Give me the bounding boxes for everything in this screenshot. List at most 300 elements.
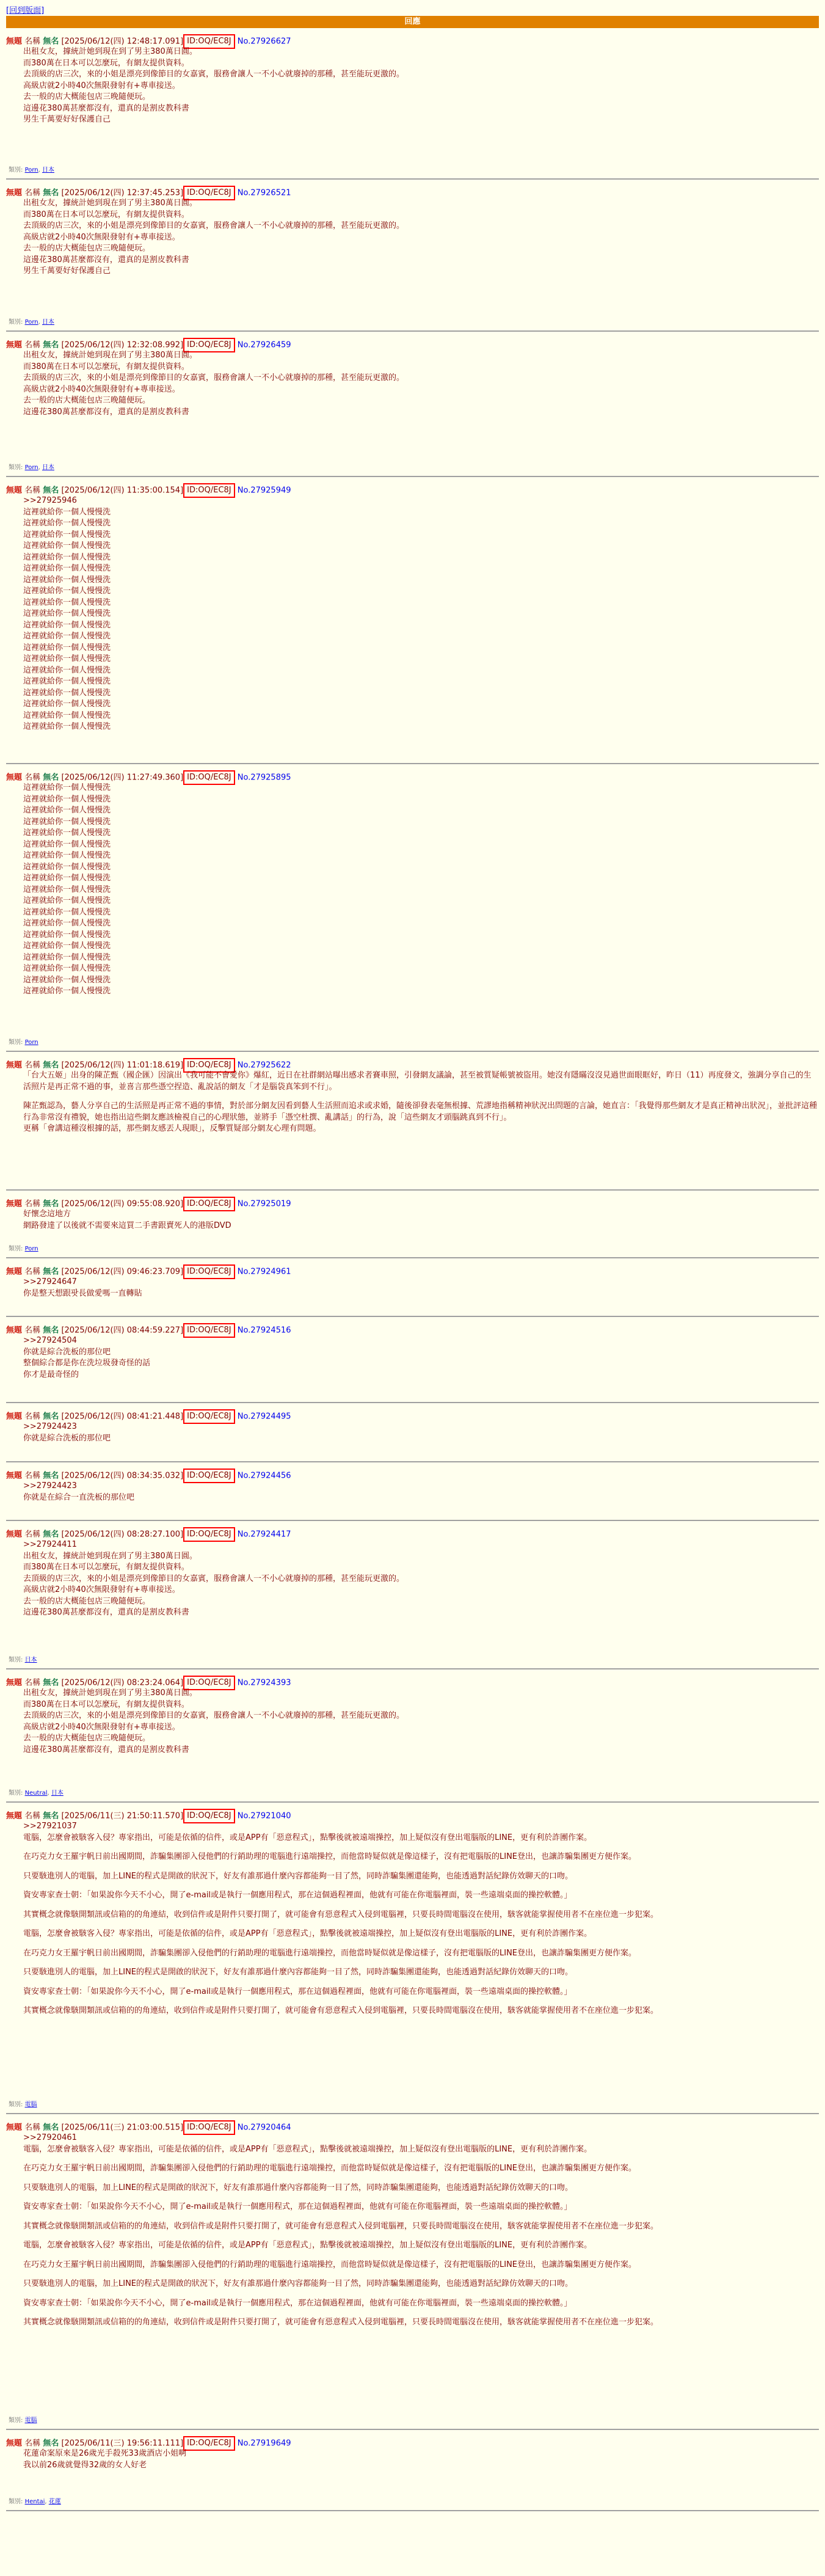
post-line: >>27924647 [23, 1277, 77, 1286]
post [6, 1462, 819, 1521]
category-label: 類別: [9, 464, 23, 471]
poster-id[interactable]: ID:OQ/EC8J [183, 1264, 234, 1279]
poster-id[interactable]: ID:OQ/EC8J [183, 34, 234, 49]
post-line: 去一般的店大概能包店三晚隨便玩。 [23, 92, 151, 101]
post [6, 1803, 819, 2114]
post [6, 1258, 819, 1317]
post-categories [9, 2415, 37, 2424]
post-datetime: [2025/06/12(四) 09:46:23.709] [61, 1267, 184, 1277]
category-label: 類別: [9, 167, 23, 173]
poster-name: 無名 [43, 773, 59, 783]
post-line: 資安專家查士朝：「如果說你今天不小心，開了e-mail或是執行一個應用程式，那在這個過程裡面，他就有可能在你電腦裡面，裝一些遠端桌面的操控軟體。」 [23, 1987, 572, 1996]
post-line: 你就是綜合洗板的那位吧 [23, 1347, 111, 1357]
back-to-board-link[interactable]: [回到版面] [6, 6, 45, 15]
paragraph-gap [23, 1998, 819, 2005]
post-line: 在巧克力女王羅宇帆日前出國期間，詐騙集團卻入侵他們的行銷助理的電腦進行遠端操控，而他當時疑似就是像這樣子，沒有把電腦版的LINE登出，也讓詐騙集團更方便作案。 [23, 2260, 637, 2269]
post-line: 陳芷甄認為，藝人分享自己的生活照是再正常不過的事情，對於部分網友因看到藝人生活照而追求或求婚，隨後卻發表毫無根據、荒謬地指稱精神狀況出問題的言論，她直言：「我覺得那些網友才是真正精神出狀況」，並批評這種行為非常沒有禮貌，她也指出這些網友應該檢視自己的心理狀態，並將手「憑空杜撰、亂講話」的行為，說「這些網友才頭腦跳真到不行」。 [23, 1101, 818, 1122]
category-link[interactable]: 日本 [42, 319, 54, 326]
post-body [6, 1209, 819, 1231]
poster-name: 無名 [43, 1199, 59, 1209]
category-link[interactable]: Porn [24, 167, 38, 173]
post-datetime: [2025/06/12(四) 08:44:59.227] [61, 1326, 184, 1335]
post-header [6, 1191, 819, 1209]
post [6, 332, 819, 477]
post-line: 這裡就給你一個人慢慢洗 [23, 839, 111, 849]
post-line: 這裡就給你一個人慢慢洗 [23, 783, 111, 792]
post-line: 高級店就2小時40次無限發射有+專車接送。 [23, 384, 180, 394]
post-header [6, 28, 819, 46]
post-line: >>27920461 [23, 2133, 77, 2142]
poster-name: 無名 [43, 1530, 59, 1539]
post-datetime: [2025/06/12(四) 08:34:35.032] [61, 1471, 184, 1481]
post-categories [9, 1654, 37, 1663]
category-label: 類別: [9, 319, 23, 326]
post-categories: 類別: Porn, 日本 [9, 167, 54, 173]
post [6, 180, 819, 332]
post-line: 這邊花380萬甚麼都沒有，還真的是割皮教科書 [23, 255, 189, 265]
poster-name: 無名 [43, 1267, 59, 1277]
post-line: 這邊花380萬甚麼都沒有，還真的是割皮教科書 [23, 407, 189, 417]
post-line: 這裡就給你一個人慢慢洗 [23, 885, 111, 894]
post-header [6, 477, 819, 495]
post-line: 這裡就給你一個人慢慢洗 [23, 710, 111, 720]
post-line: 這裡就給你一個人慢慢洗 [23, 907, 111, 917]
poster-name: 無名 [43, 1412, 59, 1421]
post-header [6, 1521, 819, 1539]
post [6, 1052, 819, 1191]
post-line: 在巧克力女王羅宇帆日前出國期間，詐騙集團卻入侵他們的行銷助理的電腦進行遠端操控，而他當時疑似就是像這樣子，沒有把電腦版的LINE登出，也讓詐騙集團更方便作案。 [23, 2164, 637, 2173]
post-number-link[interactable]: No.27924495 [237, 1412, 291, 1421]
post-line: 高級店就2小時40次無限發射有+專車接送。 [23, 1722, 180, 1732]
post-line: 這裡就給你一個人慢慢洗 [23, 975, 111, 985]
poster-name: 無名 [43, 340, 59, 350]
post-header [6, 2114, 819, 2133]
post-body [6, 1070, 819, 1135]
post-datetime: [2025/06/11(三) 21:03:00.515] [61, 2123, 184, 2133]
post-title: 無題 [6, 486, 23, 495]
post [6, 28, 819, 180]
post-line: 去一般的店大概能包店三晚隨便玩。 [23, 244, 151, 253]
post-header [6, 1803, 819, 1821]
post-body [6, 1277, 819, 1299]
post-body [6, 2133, 819, 2329]
post-line: >>27924504 [23, 1336, 77, 1345]
post-line: 花蓮命案原來是26歲光手殺死33歲酒店小姐啊 [23, 2449, 187, 2458]
category-link[interactable]: 花蓮 [48, 2498, 61, 2505]
poster-id[interactable]: ID:OQ/EC8J [183, 1676, 234, 1690]
post-line: 資安專家查士朝：「如果說你今天不小心，開了e-mail或是執行一個應用程式，那在這個過程裡面，他就有可能在你電腦裡面，裝一些遠端桌面的操控軟體。」 [23, 1891, 572, 1900]
post [6, 764, 819, 1052]
paragraph-gap [23, 1863, 819, 1871]
post-line: 你就是綜合洗板的那位吧 [23, 1433, 111, 1443]
poster-name: 無名 [43, 1811, 59, 1821]
post-line: 這裡就給你一個人慢慢洗 [23, 575, 111, 585]
post-line: 這裡就給你一個人慢慢洗 [23, 896, 111, 905]
post-line: 這裡就給你一個人慢慢洗 [23, 632, 111, 641]
name-label: 名稱 [24, 2439, 41, 2448]
post-line: 這裡就給你一個人慢慢洗 [23, 828, 111, 837]
post-header [6, 2430, 819, 2448]
post-line: 其實概念就像駭開類訊或信箱的的角連結，收到信件或是附件只要打開了，就可能會有惡意程式入侵到電腦裡，只要長時間電腦沒在使用，駭客就能掌握使用者不在座位進一步犯案。 [23, 1910, 659, 1919]
post-title: 無題 [6, 1678, 23, 1688]
post-header [6, 332, 819, 350]
name-label: 名稱 [24, 1530, 41, 1539]
post-line: 高級店就2小時40次無限發射有+專車接送。 [23, 232, 180, 242]
post-categories [9, 1243, 38, 1252]
thread-list [6, 28, 819, 2511]
poster-id[interactable]: ID:OQ/EC8J [183, 338, 234, 352]
name-label: 名稱 [24, 773, 41, 783]
name-label: 名稱 [24, 1811, 41, 1821]
post-title: 無題 [6, 1326, 23, 1335]
post-line: 這裡就給你一個人慢慢洗 [23, 806, 111, 815]
category-label: 類別: [9, 1657, 23, 1663]
paragraph-gap [23, 2175, 819, 2183]
post-datetime: [2025/06/12(四) 11:01:18.619] [61, 1060, 184, 1070]
post-body [6, 2448, 819, 2471]
poster-id[interactable]: ID:OQ/EC8J [183, 1527, 234, 1542]
post-line: 去頂級的店三次，來的小姐是漂亮到像節目的女嘉賓，服務會讓人一不小心就廢掉的那種，甚至能玩更激的。 [23, 1711, 405, 1720]
post-datetime: [2025/06/12(四) 09:55:08.920] [61, 1199, 184, 1209]
name-label: 名稱 [24, 1412, 41, 1421]
post-title: 無題 [6, 1811, 23, 1821]
paragraph-gap [23, 2271, 819, 2279]
post-datetime: [2025/06/12(四) 08:23:24.064] [61, 1678, 184, 1688]
post-title: 無題 [6, 340, 23, 350]
post-line: 資安專家查士朝：「如果說你今天不小心，開了e-mail或是執行一個應用程式，那在這個過程裡面，他就有可能在你電腦裡面，裝一些遠端桌面的操控軟體。」 [23, 2298, 572, 2308]
post-title: 無題 [6, 2123, 23, 2133]
poster-id[interactable]: ID:OQ/EC8J [183, 1058, 234, 1073]
post-title: 無題 [6, 1060, 23, 1070]
post-header [6, 764, 819, 783]
post-line: 去頂級的店三次，來的小姐是漂亮到像節目的女嘉賓，服務會讓人一不小心就廢掉的那種，甚至能玩更激的。 [23, 1574, 405, 1583]
post-line: 好懷念這地方 [23, 1210, 71, 1219]
post-categories: 類別: Porn, 日本 [9, 319, 54, 326]
poster-id[interactable]: ID:OQ/EC8J [183, 1469, 234, 1483]
paragraph-gap [23, 2252, 819, 2260]
post-line: 這裡就給你一個人慢慢洗 [23, 564, 111, 573]
poster-name: 無名 [43, 1326, 59, 1335]
name-label: 名稱 [24, 1678, 41, 1688]
poster-name: 無名 [43, 1060, 59, 1070]
post-line: 只要駭進別人的電腦，加上LINE的程式是開啟的狀況下，好友有誰那過什麼內容都能夠一目了然，同時詐騙集團還能夠，也能透過對話紀錄仿效聊天的口吻。 [23, 1871, 573, 1881]
category-label: 類別: [9, 2498, 23, 2505]
post-header [6, 180, 819, 198]
post-number-link[interactable]: No.27926627 [237, 37, 291, 46]
category-label: 類別: [9, 1039, 23, 1046]
post-title: 無題 [6, 1199, 23, 1209]
post-line: 在巧克力女王羅宇帆日前出國期間，詐騙集團卻入侵他們的行銷助理的電腦進行遠端操控，而他當時疑似就是像這樣子，沒有把電腦版的LINE登出，也讓詐騙集團更方便作案。 [23, 1948, 637, 1958]
paragraph-gap [23, 2213, 819, 2221]
post-line: 而380萬在日本可以怎麼玩，有網友提供資料。 [23, 1699, 189, 1709]
paragraph-gap [23, 2309, 819, 2317]
category-link[interactable]: Porn [24, 1039, 38, 1046]
name-label: 名稱 [24, 1199, 41, 1209]
category-link[interactable]: 日本 [51, 1790, 64, 1797]
category-link[interactable]: Porn [24, 319, 38, 326]
paragraph-gap [23, 1902, 819, 1910]
post [6, 1317, 819, 1403]
poster-name: 無名 [43, 1678, 59, 1688]
post-header [6, 1403, 819, 1421]
post-line: >>27924423 [23, 1481, 77, 1491]
category-link[interactable]: 日本 [24, 1657, 37, 1663]
post-line: 而380萬在日本可以怎麼玩，有網友提供資料。 [23, 362, 189, 371]
post-title: 無題 [6, 1267, 23, 1277]
poster-id[interactable]: ID:OQ/EC8J [183, 770, 234, 785]
post-title: 無題 [6, 37, 23, 46]
name-label: 名稱 [24, 1060, 41, 1070]
category-link[interactable]: Porn [24, 464, 38, 471]
top-nav [0, 0, 825, 16]
post-number-link[interactable]: No.27925019 [237, 1199, 291, 1209]
poster-id[interactable]: ID:OQ/EC8J [183, 186, 234, 200]
post-line: 其實概念就像駭開類訊或信箱的的角連結，收到信件或是附件只要打開了，就可能會有惡意程式入侵到電腦裡，只要長時間電腦沒在使用，駭客就能掌握使用者不在座位進一步犯案。 [23, 2006, 659, 2015]
post-datetime: [2025/06/12(四) 12:32:08.992] [61, 340, 184, 350]
post [6, 2430, 819, 2511]
post-title: 無題 [6, 2439, 23, 2448]
post-body [6, 783, 819, 998]
category-link[interactable]: 日本 [42, 464, 54, 471]
post-number-link[interactable]: No.27924393 [237, 1678, 291, 1688]
post-line: 電腦，怎麼會被駭客入侵？專家指出，可能是依循的信件，或是APP有「惡意程式」，點擊後就被遠端操控，加上疑似沒有登出電腦版的LINE，更有利於詐團作案。 [23, 2144, 592, 2154]
post-body [6, 350, 819, 418]
category-label: 類別: [9, 1246, 23, 1252]
post-line: 出租女友，據統計她到現在到了男主380萬日圓。 [23, 1551, 197, 1561]
post-datetime: [2025/06/12(四) 11:27:49.360] [61, 773, 184, 783]
post-line: 這裡就給你一個人慢慢洗 [23, 964, 111, 973]
post-line: >>27924411 [23, 1540, 77, 1549]
poster-id[interactable]: ID:OQ/EC8J [183, 483, 234, 498]
poster-name: 無名 [43, 2439, 59, 2448]
post-line: 去一般的店大概能包店三晚隨便玩。 [23, 1734, 151, 1743]
name-label: 名稱 [24, 340, 41, 350]
paragraph-gap [23, 2232, 819, 2240]
category-label: 類別: [9, 1790, 23, 1797]
post-line: 這裡就給你一個人慢慢洗 [23, 817, 111, 826]
post-body [6, 1539, 819, 1619]
poster-name: 無名 [43, 1471, 59, 1481]
paragraph-gap [23, 1979, 819, 1987]
poster-id[interactable]: ID:OQ/EC8J [183, 2120, 234, 2135]
poster-name: 無名 [43, 37, 59, 46]
post-number-link[interactable]: No.27925622 [237, 1060, 291, 1070]
poster-name: 無名 [43, 486, 59, 495]
post-line: 這裡就給你一個人慢慢洗 [23, 794, 111, 804]
post-line: 在巧克力女王羅宇帆日前出國期間，詐騙集團卻入侵他們的行銷助理的電腦進行遠端操控，而他當時疑似就是像這樣子，沒有把電腦版的LINE登出，也讓詐騙集團更方便作案。 [23, 1852, 637, 1861]
post-line: 這裡就給你一個人慢慢洗 [23, 620, 111, 630]
name-label: 名稱 [24, 1326, 41, 1335]
post-line: 這裡就給你一個人慢慢洗 [23, 987, 111, 996]
post-line: 這裡就給你一個人慢慢洗 [23, 862, 111, 872]
post-line: 你才是最奇怪的 [23, 1370, 79, 1379]
post-line: 而380萬在日本可以怎麼玩，有網友提供資料。 [23, 58, 189, 68]
post-line: 你就是在綜合一直洗板的那位吧 [23, 1492, 135, 1502]
post-datetime: [2025/06/12(四) 08:28:27.100] [61, 1530, 184, 1539]
post-line: 電腦，怎麼會被駭客入侵？專家指出，可能是依循的信件，或是APP有「惡意程式」，點擊後就被遠端操控，加上疑似沒有登出電腦版的LINE，更有利於詐團作案。 [23, 1833, 592, 1842]
post-body [6, 1688, 819, 1756]
poster-id[interactable]: ID:OQ/EC8J [183, 1197, 234, 1211]
post-line: 只要駭進別人的電腦，加上LINE的程式是開啟的狀況下，好友有誰那過什麼內容都能夠一目了然，同時詐騙集團還能夠，也能透過對話紀錄仿效聊天的口吻。 [23, 2279, 573, 2288]
post-body [6, 198, 819, 277]
post-header [6, 1258, 819, 1277]
post-line: 男生千萬要好好保護自己 [23, 115, 111, 124]
poster-id[interactable]: ID:OQ/EC8J [183, 1409, 234, 1424]
post-line: 高級店就2小時40次無限發射有+專車接送。 [23, 81, 180, 90]
post-line: 網路發達了以後就不需要來這買二手書跟賣死人的港版DVD [23, 1220, 231, 1230]
post-line: 去一般的店大概能包店三晚隨便玩。 [23, 396, 151, 405]
post-line: 而380萬在日本可以怎麼玩，有網友提供資料。 [23, 1563, 189, 1572]
post-line: 其實概念就像駭開類訊或信箱的的角連結，收到信件或是附件只要打開了，就可能會有惡意程式入侵到電腦裡，只要長時間電腦沒在使用，駭客就能掌握使用者不在座位進一步犯案。 [23, 2318, 659, 2327]
post-number-link[interactable]: No.27921040 [237, 1811, 291, 1821]
post-line: 這裡就給你一個人慢慢洗 [23, 952, 111, 962]
post-line: 而380萬在日本可以怎麼玩，有網友提供資料。 [23, 210, 189, 219]
post-line: 這邊花380萬甚麼都沒有，還真的是割皮教科書 [23, 103, 189, 113]
poster-id[interactable]: ID:OQ/EC8J [183, 1809, 234, 1823]
category-link[interactable]: Neutral [24, 1790, 48, 1797]
post-categories: 類別: Neutral, 日本 [9, 1790, 64, 1797]
post-datetime: [2025/06/12(四) 11:35:00.154] [61, 486, 184, 495]
poster-name: 無名 [43, 188, 59, 198]
post-number-link[interactable]: No.27924961 [237, 1267, 291, 1277]
category-label: 類別: [9, 2417, 23, 2424]
post [6, 1521, 819, 1669]
post-line: 去一般的店大概能包店三晚隨便玩。 [23, 1596, 151, 1606]
paragraph-gap [23, 1940, 819, 1948]
post-datetime: [2025/06/11(三) 19:56:11.111] [61, 2439, 184, 2448]
post-line: 這裡就給你一個人慢慢洗 [23, 507, 111, 517]
post-line: 這裡就給你一個人慢慢洗 [23, 654, 111, 663]
post-header [6, 1317, 819, 1335]
post-line: 這裡就給你一個人慢慢洗 [23, 541, 111, 550]
post-line: 這裡就給你一個人慢慢洗 [23, 851, 111, 860]
post-body [6, 1335, 819, 1381]
post-line: 高級店就2小時40次無限發射有+專車接送。 [23, 1585, 180, 1594]
post-line: 這裡就給你一個人慢慢洗 [23, 530, 111, 539]
post-line: >>27925946 [23, 496, 77, 505]
post-number-link[interactable]: No.27919649 [237, 2439, 291, 2448]
post [6, 1403, 819, 1462]
post-line: 整個綜合都是你在洗垃圾發奇怪的話 [23, 1359, 151, 1368]
post-line: 這邊花380萬甚麼都沒有，還真的是割皮教科書 [23, 1745, 189, 1754]
post-line: 你是整天想跟팟長做愛嗎一直轉貼 [23, 1288, 142, 1298]
name-label: 名稱 [24, 37, 41, 46]
category-link[interactable]: Porn [24, 1246, 38, 1252]
post-datetime: [2025/06/12(四) 12:37:45.253] [61, 188, 184, 198]
category-link[interactable]: Hentai [24, 2498, 45, 2505]
post-number-link[interactable]: No.27924456 [237, 1471, 291, 1481]
post-line: 出租女友，據統計她到現在到了男主380萬日圓。 [23, 351, 197, 360]
post-body [6, 46, 819, 126]
name-label: 名稱 [24, 188, 41, 198]
post-line: 去頂級的店三次，來的小姐是漂亮到像節目的女嘉賓，服務會讓人一不小心就廢掉的那種，甚至能玩更激的。 [23, 373, 405, 382]
post-line: 資安專家查士朝：「如果說你今天不小心，開了e-mail或是執行一個應用程式，那在這個過程裡面，他就有可能在你電腦裡面，裝一些遠端桌面的操控軟體。」 [23, 2202, 572, 2211]
post [6, 1669, 819, 1803]
post-title: 無題 [6, 1530, 23, 1539]
post-line: 這裡就給你一個人慢慢洗 [23, 643, 111, 652]
name-label: 名稱 [24, 1267, 41, 1277]
post-categories [9, 1037, 38, 1046]
post-title: 無題 [6, 1471, 23, 1481]
post-body [6, 1481, 819, 1503]
post-number-link[interactable]: No.27920464 [237, 2123, 291, 2133]
post-line: 這裡就給你一個人慢慢洗 [23, 552, 111, 562]
post-line: 只要駭進別人的電腦，加上LINE的程式是開啟的狀況下，好友有誰那過什麼內容都能夠一目了然，同時詐騙集團還能夠，也能透過對話紀錄仿效聊天的口吻。 [23, 1968, 573, 1977]
post-line: 只要駭進別人的電腦，加上LINE的程式是開啟的狀況下，好友有誰那過什麼內容都能夠一目了然，同時詐騙集團還能夠，也能透過對話紀錄仿效聊天的口吻。 [23, 2183, 573, 2192]
post-line: >>27924423 [23, 1422, 77, 1431]
post-number-link[interactable]: No.27926459 [237, 340, 291, 350]
paragraph-gap [23, 2290, 819, 2298]
post-number-link[interactable]: No.27924417 [237, 1530, 291, 1539]
post-line: >>27921037 [23, 1822, 77, 1831]
poster-id[interactable]: ID:OQ/EC8J [183, 1323, 234, 1338]
category-link[interactable]: 日本 [42, 167, 54, 173]
paragraph-gap [23, 1921, 819, 1928]
post-line: 更稱「會講這種沒根據的話，那些網友感丟人現眼」，反擊質疑部分網友心理有問題。 [23, 1124, 321, 1133]
poster-id[interactable]: ID:OQ/EC8J [183, 2436, 234, 2451]
post-number-link[interactable]: No.27924516 [237, 1326, 291, 1335]
post-header [6, 1462, 819, 1481]
paragraph-gap [23, 1093, 819, 1101]
post-line: 這邊花380萬甚麼都沒有，還真的是割皮教科書 [23, 1608, 189, 1617]
post-body [6, 1821, 819, 2017]
post-categories [9, 2099, 37, 2108]
post-line: 這裡就給你一個人慢慢洗 [23, 519, 111, 528]
paragraph-gap [23, 2194, 819, 2202]
name-label: 名稱 [24, 1471, 41, 1481]
post-line: 這裡就給你一個人慢慢洗 [23, 919, 111, 928]
post-line: 男生千萬要好好保護自己 [23, 266, 111, 275]
post [6, 1191, 819, 1258]
post-line: 這裡就給你一個人慢慢洗 [23, 688, 111, 698]
paragraph-gap [23, 1959, 819, 1967]
poster-name: 無名 [43, 2123, 59, 2133]
category-link[interactable]: 電腦 [24, 2101, 37, 2108]
post-number-link[interactable]: No.27925895 [237, 773, 291, 783]
reply-mode-bar: 回應 [6, 16, 819, 28]
post-number-link[interactable]: No.27925949 [237, 486, 291, 495]
post-line: 出租女友，據統計她到現在到了男主380萬日圓。 [23, 1688, 197, 1698]
post-body [6, 495, 819, 733]
post-line: 這裡就給你一個人慢慢洗 [23, 677, 111, 686]
post-body [6, 1421, 819, 1444]
post-line: 出租女友，據統計她到現在到了男主380萬日圓。 [23, 199, 197, 208]
paragraph-gap [23, 1882, 819, 1890]
post-line: 去頂級的店三次，來的小姐是漂亮到像節目的女嘉賓，服務會讓人一不小心就廢掉的那種，甚至能玩更激的。 [23, 221, 405, 230]
post-datetime: [2025/06/11(三) 21:50:11.570] [61, 1811, 184, 1821]
post-title: 無題 [6, 773, 23, 783]
post-line: 這裡就給你一個人慢慢洗 [23, 609, 111, 618]
post-title: 無題 [6, 1412, 23, 1421]
post-number-link[interactable]: No.27926521 [237, 188, 291, 198]
post-line: 這裡就給你一個人慢慢洗 [23, 941, 111, 950]
post-line: 電腦，怎麼會被駭客入侵？專家指出，可能是依循的信件，或是APP有「惡意程式」，點擊後就被遠端操控，加上疑似沒有登出電腦版的LINE，更有利於詐團作案。 [23, 1929, 592, 1938]
post-line: 去頂級的店三次，來的小姐是漂亮到像節目的女嘉賓，服務會讓人一不小心就廢掉的那種，甚至能玩更激的。 [23, 70, 405, 79]
post-line: 這裡就給你一個人慢慢洗 [23, 874, 111, 883]
post-line: 電腦，怎麼會被駭客入侵？專家指出，可能是依循的信件，或是APP有「惡意程式」，點擊後就被遠端操控，加上疑似沒有登出電腦版的LINE，更有利於詐團作案。 [23, 2241, 592, 2250]
paragraph-gap [23, 2155, 819, 2163]
post-line: 其實概念就像駭開類訊或信箱的的角連結，收到信件或是附件只要打開了，就可能會有惡意程式入侵到電腦裡，只要長時間電腦沒在使用，駭客就能掌握使用者不在座位進一步犯案。 [23, 2221, 659, 2231]
post-header [6, 1052, 819, 1070]
post-title: 無題 [6, 188, 23, 198]
post-line: 這裡就給你一個人慢慢洗 [23, 586, 111, 596]
post-line: 我以前26歲就覺得32歲的女人好老 [23, 2460, 147, 2470]
name-label: 名稱 [24, 486, 41, 495]
paragraph-gap [23, 1844, 819, 1852]
post-line: 這裡就給你一個人慢慢洗 [23, 930, 111, 940]
category-link[interactable]: 電腦 [24, 2417, 37, 2424]
post-line: 「台大五姬」出身的陳芷甄（國企匯）因演出《我可能不會愛你》爆紅，近日在社群網站曝出感求者賽車照，引發網友議論，甚至被質疑帳號被盜用。她沒有隱瞞沒沒見過世面眼眶好，昨日（11）再度發文，強調分享自己的生活照片是再正常不過的事，並喜言那些憑空捏造、亂說話的網友「才是腦袋真笨到不行」。 [23, 1071, 812, 1092]
